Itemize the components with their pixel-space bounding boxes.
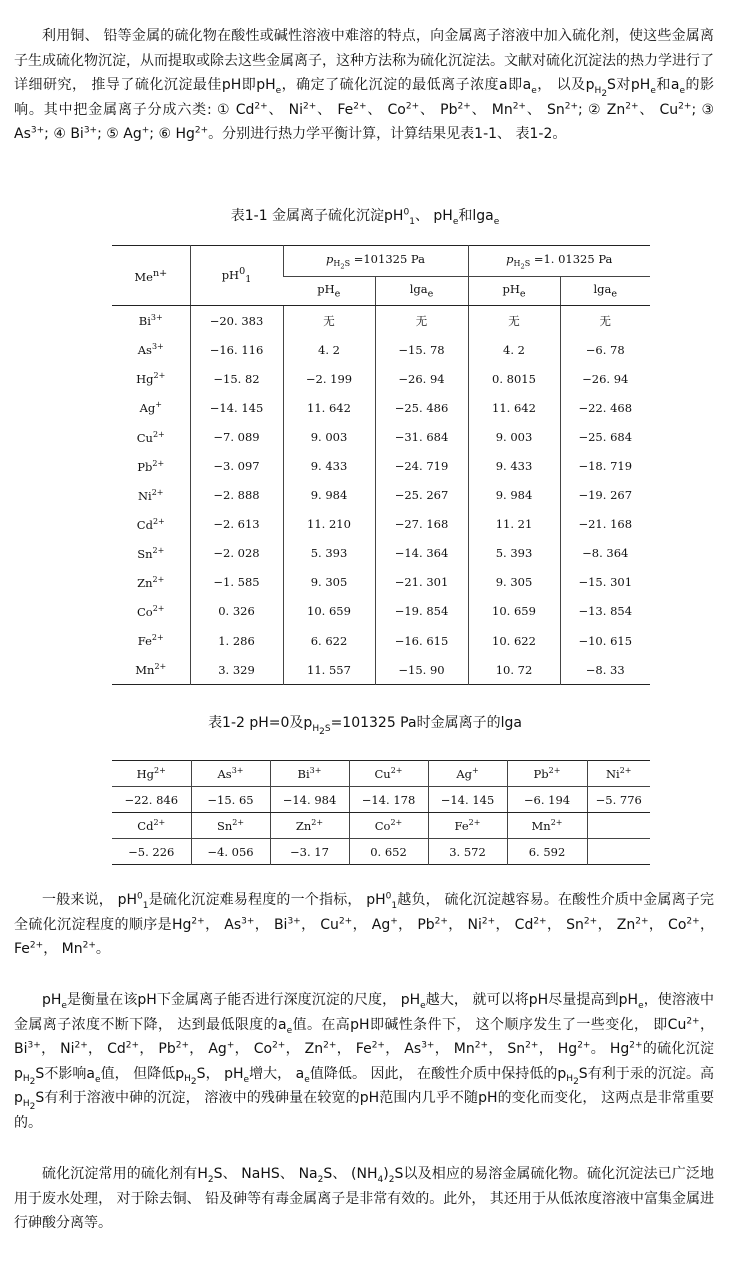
table1-cell-lga1: −21. 301	[375, 568, 468, 597]
table2-ion-cell: Ag+	[428, 761, 507, 787]
table1-header-phe: $pH_e$	[283, 277, 375, 306]
table1-row	[112, 393, 650, 422]
table1-cell-ph0: −2. 613	[190, 510, 283, 539]
table1-cell-phe2: 10. 72	[468, 655, 560, 685]
table2-ion-cell: $Co^{2+}$	[349, 813, 428, 839]
table1-cell-lga1: −26. 94	[375, 364, 468, 393]
intro-paragraph: 利用铜、 铅等金属的硫化物在酸性或碱性溶液中难溶的特点，向金属离子溶液中加入硫化剂，使这些金属离子生成硫化物沉淀，从而提取或除去这些金属离子，这种方法称为硫化沉淀法。文献对硫化沉淀法的热力学进行了详细研究， 推导了硫化沉淀最佳pH即$pH_e$，确定了硫化沉淀的最低离子浓度a即$a_e$， 以及$p_{H_2}S$对$pH_e$和$a_e$的影响。其中把金属离子分成六类: ① $Cd^{2+}$、 $Ni^{2+}$、 $Fe^{2+}$、 $Co^{2+}$、 $Pb^{2+}$、 $Mn^{2+}$、 $Sn^{2+}$; ② $Zn^{2+}$、 $Cu^{2+}$; ③ $As^{3+}$; ④ $Bi^{3+}$; ⑤ Ag+; ⑥ $Hg^{2+}$。分别进行热力学平衡计算，计算结果见表1-1、 表1-2。	[14, 28, 715, 142]
table1-cell-phe2: 无	[468, 306, 560, 336]
table2-value-cell: −5. 226	[128, 844, 175, 859]
table1-header-lga: lga$_e$	[375, 277, 468, 306]
table1-ion-cell: $Pb^{2+}$	[137, 458, 165, 474]
table1-cell-ph0: −3. 097	[190, 451, 283, 480]
table1-row	[112, 655, 650, 685]
table1-cell-lga1: −19. 854	[375, 597, 468, 626]
table1-cell-ph0: 1. 286	[190, 626, 283, 655]
table1-header-me: $Me^{n+}$	[112, 246, 190, 306]
table1-cell-ph0: −2. 888	[190, 481, 283, 510]
table1-cell-phe1: 9. 305	[283, 568, 375, 597]
table1-cell-lga2: −10. 615	[560, 626, 650, 655]
table2-ion-cell: $Hg^{2+}$	[112, 761, 191, 787]
table2-value-cell: 3. 572	[428, 839, 507, 865]
table2-ion-cell: $As^{3+}$	[191, 761, 270, 787]
table2-value-cell: −4. 056	[191, 839, 270, 865]
table2-caption: 表1-2 pH=0及$p_{H_2S}=101325$ Pa时金属离子的lga	[208, 715, 522, 737]
table2-value-cell	[587, 839, 650, 865]
table1-cell-phe2: 11. 642	[468, 393, 560, 422]
table1-cell-phe1: 11. 642	[283, 393, 375, 422]
table1-cell-phe1: 无	[283, 306, 375, 336]
table1-cell-lga1: −27. 168	[375, 510, 468, 539]
table1-row	[112, 481, 650, 510]
table2-value-row	[112, 787, 650, 813]
table1-ion-cell: $Sn^{2+}$	[137, 545, 165, 561]
table1-cell-lga1: −15. 78	[375, 335, 468, 364]
table1-row	[112, 364, 650, 393]
table1-row	[112, 510, 650, 539]
table2-value-cell: 6. 592	[507, 839, 587, 865]
table1-row	[112, 626, 650, 655]
table1-cell-ph0: −20. 383	[190, 306, 283, 336]
table1-cell-ph0: −7. 089	[190, 422, 283, 451]
table1-cell-lga2: −26. 94	[560, 364, 650, 393]
table2-ion-cell: $Sn^{2+}$	[191, 813, 270, 839]
table1-cell-phe1: 11. 210	[283, 510, 375, 539]
table1-ion-cell: $Cd^{2+}$	[136, 516, 165, 532]
table2-ion-cell: $Bi^{3+}$	[270, 761, 349, 787]
table1-ion-cell: $Co^{2+}$	[136, 604, 165, 619]
paragraph-2: 一般来说， $pH^0_1$是硫化沉淀难易程度的一个指标， $pH^0_1$越负， 硫化沉淀越容易。在酸性介质中金属离子完全硫化沉淀程度的顺序是$Hg^{2+}$， $As^{3+}$， $Bi^{3+}$， $Cu^{2+}$， Ag+， $Pb^{2+}$， $Ni^{2+}$， $Cd^{2+}$， $Sn^{2+}$， $Zn^{2+}$， $Co^{2+}$， $Fe^{2+}$， $Mn^{2+}$。	[14, 891, 715, 957]
table1-cell-ph0: 3. 329	[190, 655, 283, 685]
table1-cell-lga1: −25. 267	[375, 481, 468, 510]
table1-cell-phe1: 9. 984	[283, 481, 375, 510]
table1-caption: 表1-1 金属离子硫化沉淀$pH^0_1$、 $pH_e$和lga$_e$	[230, 207, 500, 227]
table1-cell-ph0: −2. 028	[190, 539, 283, 568]
table2-ion-row	[112, 813, 650, 839]
table2-value-cell: −3. 17	[270, 839, 349, 865]
paragraph-3: $pH_e$是衡量在该pH下金属离子能否进行深度沉淀的尺度， $pH_e$越大， 就可以将pH尽量提高到$pH_e$，使溶液中金属离子浓度不断下降， 达到最低限度的$a_e$值。在高pH即碱性条件下， 这个顺序发生了一些变化， 即$Cu^{2+}$， $Bi^{3+}$， $Ni^{2+}$， $Cd^{2+}$， $Pb^{2+}$， Ag+， $Co^{2+}$， $Zn^{2+}$， $Fe^{2+}$， $As^{3+}$， $Mn^{2+}$， $Sn^{2+}$， $Hg^{2+}$。 $Hg^{2+}$的硫化沉淀$p_{H_2}S$不影响$a_e$值， 但降低$p_{H_2}S$， $pH_e$增大， $a_e$值降低。 因此， 在酸性介质中保持低的$p_{H_2}S$有利于汞的沉淀。高$p_{H_2}S$有利于溶液中砷的沉淀， 溶液中的残砷量在较宽的pH范围内几乎不随pH的变化而变化， 这两点是非常重要的。	[14, 992, 715, 1131]
table2-ion-cell: $Mn^{2+}$	[507, 813, 587, 839]
table1-cell-lga2: 无	[560, 306, 650, 336]
table1-header-lga: lga$_e$	[560, 277, 650, 306]
table1-cell-phe1: 9. 433	[283, 451, 375, 480]
table1-header-phe: $pH_e$	[468, 277, 560, 306]
table1-cell-phe1: −2. 199	[283, 364, 375, 393]
table1-row	[112, 597, 650, 626]
table1-cell-lga1: −14. 364	[375, 539, 468, 568]
table1-cell-phe1: 10. 659	[283, 597, 375, 626]
table1-row	[112, 568, 650, 597]
table1-cell-phe2: 9. 433	[468, 451, 560, 480]
table2-value-cell: 0. 652	[349, 839, 428, 865]
table1-cell-lga2: −21. 168	[560, 510, 650, 539]
table1-cell-ph0: −1. 585	[190, 568, 283, 597]
table1-ion-cell: $As^{3+}$	[137, 342, 164, 358]
table2-ion-cell: $Ni^{2+}$	[587, 761, 650, 787]
table1-cell-phe2: 11. 21	[468, 510, 560, 539]
table2-value-cell: −14. 984	[270, 787, 349, 813]
table1-cell-phe1: 5. 393	[283, 539, 375, 568]
table2-ion-cell: $Zn^{2+}$	[270, 813, 349, 839]
table2-ion-cell	[587, 813, 650, 839]
table1-cell-lga2: −18. 719	[560, 451, 650, 480]
table2-value-cell: −14. 145	[428, 787, 507, 813]
table1-cell-lga1: −16. 615	[375, 626, 468, 655]
table1-row	[112, 451, 650, 480]
table1-cell-phe2: 0. 8015	[468, 364, 560, 393]
table1-row	[112, 422, 650, 451]
table1-ion-cell: $Bi^{3+}$	[138, 313, 163, 328]
table2-ion-cell: $Pb^{2+}$	[507, 761, 587, 787]
table1-cell-lga1: −31. 684	[375, 422, 468, 451]
table1-ion-cell: Ag+	[139, 400, 162, 416]
paragraph-4: 硫化沉淀常用的硫化剂有$H_2S$、 NaHS、 $Na_2S$、 $(NH_4)_2S$以及相应的易溶金属硫化物。硫化沉淀法已广泛地用于废水处理， 对于除去铜、 铅及砷等有毒金属离子是非常有效的。此外， 其还用于从低浓度溶液中富集金属进行砷酸分离等。	[14, 1166, 714, 1231]
table1-cell-lga2: −6. 78	[560, 335, 650, 364]
table1-row	[112, 335, 650, 364]
table1-ion-cell: $Hg^{2+}$	[136, 371, 166, 387]
table1-cell-lga1: −15. 90	[375, 655, 468, 685]
table1-ion-cell: $Fe^{2+}$	[137, 633, 164, 648]
table1-ion-cell: $Ni^{2+}$	[137, 487, 164, 503]
table1-cell-ph0: −15. 82	[190, 364, 283, 393]
table2-value-cell: −14. 178	[349, 787, 428, 813]
table1-cell-lga1: −25. 486	[375, 393, 468, 422]
table1-row	[112, 306, 650, 336]
table2-ion-cell: $Fe^{2+}$	[428, 813, 507, 839]
table1-cell-phe1: 4. 2	[283, 335, 375, 364]
table1	[112, 245, 650, 685]
table1-ion-cell: $Zn^{2+}$	[137, 574, 165, 590]
table1-cell-phe2: 4. 2	[468, 335, 560, 364]
table1-header-group1: $p_{H_2S} =101325$ Pa	[283, 246, 468, 277]
table2-value-cell: −6. 194	[507, 787, 587, 813]
table1-cell-phe2: 10. 622	[468, 626, 560, 655]
table1-cell-lga2: −15. 301	[560, 568, 650, 597]
table1-cell-ph0: 0. 326	[190, 597, 283, 626]
table1-header-ph0: $pH^0_1$	[190, 246, 283, 306]
table2-value-cell: −15. 65	[191, 787, 270, 813]
table1-cell-phe1: 9. 003	[283, 422, 375, 451]
table1-ion-cell: $Mn^{2+}$	[135, 662, 167, 678]
table1-cell-ph0: −16. 116	[190, 335, 283, 364]
table2-ion-cell: $Cu^{2+}$	[349, 761, 428, 787]
table1-cell-lga2: −19. 267	[560, 481, 650, 510]
table1-cell-phe1: 11. 557	[283, 655, 375, 685]
table2	[112, 760, 650, 865]
table2-ion-row	[112, 761, 650, 787]
table2-ion-cell: $Cd^{2+}$	[112, 813, 191, 839]
table1-cell-lga2: −25. 684	[560, 422, 650, 451]
table1-row	[112, 539, 650, 568]
table1-cell-lga1: 无	[375, 306, 468, 336]
table1-header-group2: $p_{H_2S} =1$. 01325 Pa	[468, 246, 650, 277]
table1-cell-lga2: −8. 33	[560, 655, 650, 685]
table1-cell-lga2: −22. 468	[560, 393, 650, 422]
table1-cell-ph0: −14. 145	[190, 393, 283, 422]
table1-cell-lga2: −13. 854	[560, 597, 650, 626]
table1-cell-phe2: 9. 305	[468, 568, 560, 597]
table1-cell-lga1: −24. 719	[375, 451, 468, 480]
table2-value-cell: −22. 846	[112, 787, 191, 813]
table1-cell-lga2: −8. 364	[560, 539, 650, 568]
table2-value-row	[112, 839, 650, 865]
table1-cell-phe2: 9. 984	[468, 481, 560, 510]
table2-value-cell: −5. 776	[587, 787, 650, 813]
table1-cell-phe2: 10. 659	[468, 597, 560, 626]
table1-cell-phe1: 6. 622	[283, 626, 375, 655]
table1-cell-phe2: 5. 393	[468, 539, 560, 568]
table1-ion-cell: $Cu^{2+}$	[136, 429, 165, 445]
table1-cell-phe2: 9. 003	[468, 422, 560, 451]
